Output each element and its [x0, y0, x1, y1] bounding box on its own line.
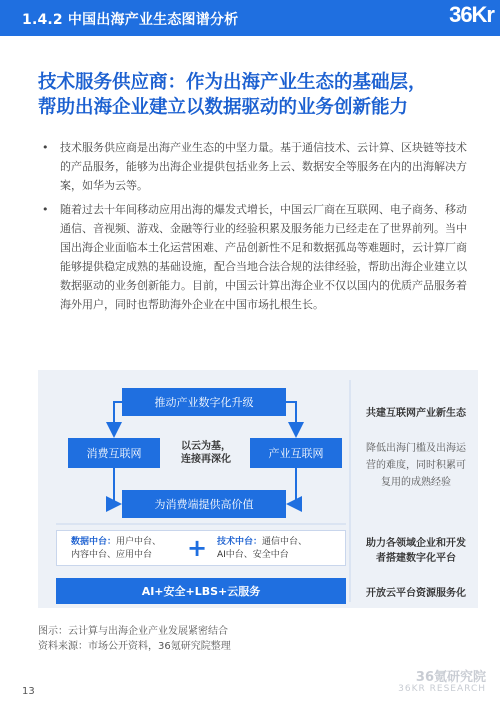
middle-platform-band: [56, 530, 346, 566]
bullet-list: [38, 138, 468, 319]
right-desc-line-1: 降低出海门槛及出海运: [366, 443, 466, 454]
center-line-1: 以云为基，: [181, 441, 231, 452]
bullet-item: • 技术服务供应商是出海产业生态的中坚力量。基于通信技术、云计算、区块链等技术的产品服务，能够为出海企业提供包括业务上云、数据安全等服务在内的出海解决方案，如华为云等。: [38, 138, 468, 195]
tech-zt-line-2: AI中台、安全中台: [217, 550, 289, 560]
caption-source: 资料来源：市场公开资料，36氪研究院整理: [38, 641, 231, 652]
watermark-logo: 36氪研究院: [415, 670, 486, 685]
box-high-value-for-consumers: 为消费端提供高价值: [122, 490, 286, 518]
box-promote-industry-digitalization: 推动产业数字化升级: [122, 388, 286, 416]
box-industrial-internet: 产业互联网: [250, 438, 342, 468]
tech-zt-label: 技术中台：: [217, 537, 263, 547]
caption-figure: 图示：云计算与出海企业产业发展紧密结合: [38, 626, 228, 637]
ecosystem-diagram: [38, 370, 478, 608]
page-headline: [38, 70, 488, 120]
center-line-2: 连接再深化: [181, 454, 231, 465]
bullet-item: • 随着过去十年间移动应用出海的爆发式增长，中国云厂商在互联网、电子商务、移动通信、音视频、游戏、金融等行业的经验积累及服务能力已经走在了世界前列。当中国出海企业面临本土化运营困难、产品创新性不足和数据孤岛等难题时，云计算厂商能够提供稳定成熟的基础设施，配合当地合法合规的法律经验，帮助出海企业建立以数据驱动的业务创新能力。目前，中国云计算出海企业不仅以国内的优质产品服务着海外用户，同时也帮助海外企业在中国市场扎根生长。: [38, 200, 468, 314]
data-middle-platform: [71, 536, 161, 562]
right-heading-platform: [356, 536, 476, 566]
data-zt-line-1: 用户中台、: [116, 537, 162, 547]
data-zt-line-2: 内容中台、应用中台: [71, 550, 153, 560]
right-desc-line-3: 复用的成熟经验: [381, 477, 451, 488]
data-zt-label: 数据中台：: [71, 537, 117, 547]
right-desc: [356, 440, 476, 491]
headline-line-2: 帮助出海企业建立以数据驱动的业务创新能力: [38, 97, 409, 118]
page-number: 13: [22, 686, 35, 697]
cycle-center-text: [166, 440, 246, 466]
box-consumer-internet: 消费互联网: [68, 438, 160, 468]
base-services-bar: AI+安全+LBS+云服务: [56, 578, 346, 604]
headline-line-1: 技术服务供应商：作为出海产业生态的基础层，: [38, 72, 427, 93]
top-header-bar: [0, 0, 500, 36]
plus-icon: +: [187, 534, 208, 562]
watermark-english: 36KR RESEARCH: [398, 684, 486, 694]
tech-middle-platform: [217, 536, 307, 562]
tech-zt-line-1: 通信中台、: [262, 537, 308, 547]
right-heading2-line-1: 助力各领域企业和开发: [366, 538, 466, 549]
right-heading-ecosystem: 共建互联网产业新生态: [366, 408, 466, 419]
section-title: 1.4.2 中国出海产业生态图谱分析: [22, 12, 239, 28]
figure-caption: [38, 624, 231, 654]
right-heading2-line-2: 者搭建数字化平台: [376, 553, 456, 564]
right-heading-open-cloud: 开放云平台资源服务化: [366, 588, 466, 599]
right-desc-line-2: 营的难度，同时积累可: [366, 460, 466, 471]
logo-36kr: 36Kr: [449, 2, 494, 27]
